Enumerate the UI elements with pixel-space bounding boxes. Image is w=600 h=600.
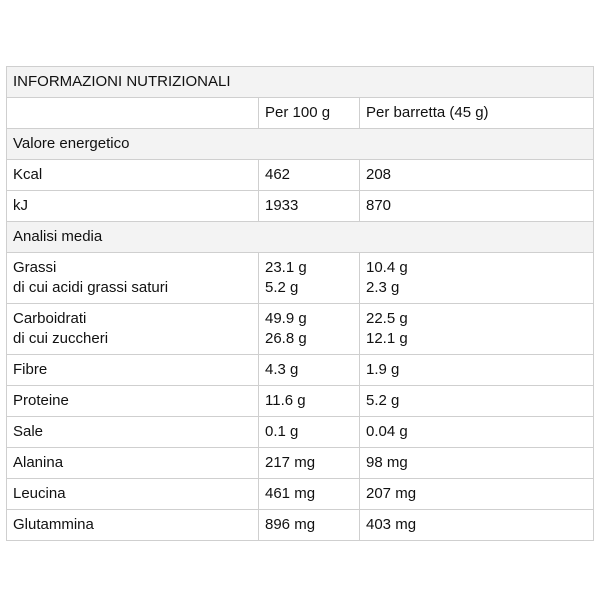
saturated-fat-per100: 5.2 g [265,279,299,296]
table-row [7,253,594,304]
alanine-label: Alanina [7,448,259,479]
protein-label: Proteine [7,386,259,417]
sugars-per100: 26.8 g [265,330,307,347]
kj-per100: 1933 [259,191,360,222]
leucine-label: Leucina [7,479,259,510]
table-title-row [7,67,594,98]
section-analysis-label: Analisi media [7,222,594,253]
header-perbar: Per barretta (45 g) [360,98,594,129]
fat-label: Grassi [13,259,57,276]
fat-per100-cell [259,253,360,304]
nutrition-table [6,66,594,541]
sugars-label: di cui zuccheri [13,330,109,347]
fibre-perbar: 1.9 g [360,355,594,386]
table-row [7,355,594,386]
glutamine-label: Glutammina [7,510,259,541]
table-row [7,160,594,191]
table-row [7,417,594,448]
leucine-per100: 461 mg [259,479,360,510]
alanine-per100: 217 mg [259,448,360,479]
section-energy-row [7,129,594,160]
table-row [7,304,594,355]
alanine-perbar: 98 mg [360,448,594,479]
salt-label: Sale [7,417,259,448]
kj-label: kJ [7,191,259,222]
protein-perbar: 5.2 g [360,386,594,417]
kcal-per100: 462 [259,160,360,191]
salt-perbar: 0.04 g [360,417,594,448]
saturated-fat-label: di cui acidi grassi saturi [13,279,169,296]
carbs-label: Carboidrati [13,310,87,327]
carbs-perbar: 22.5 g [366,310,408,327]
header-label-cell [7,98,259,129]
header-per100: Per 100 g [259,98,360,129]
table-header-row [7,98,594,129]
saturated-fat-perbar: 2.3 g [366,279,400,296]
carbs-per100-cell [259,304,360,355]
fat-label-cell [7,253,259,304]
sugars-perbar: 12.1 g [366,330,408,347]
table-title: INFORMAZIONI NUTRIZIONALI [7,67,594,98]
fibre-label: Fibre [7,355,259,386]
table-row [7,448,594,479]
kj-perbar: 870 [360,191,594,222]
salt-per100: 0.1 g [259,417,360,448]
table-row [7,191,594,222]
fat-per100: 23.1 g [265,259,307,276]
glutamine-per100: 896 mg [259,510,360,541]
leucine-perbar: 207 mg [360,479,594,510]
carbs-label-cell [7,304,259,355]
fibre-per100: 4.3 g [259,355,360,386]
kcal-label: Kcal [7,160,259,191]
fat-perbar: 10.4 g [366,259,408,276]
table-row [7,479,594,510]
table-row [7,510,594,541]
kcal-perbar: 208 [360,160,594,191]
carbs-per100: 49.9 g [265,310,307,327]
protein-per100: 11.6 g [259,386,360,417]
table-row [7,386,594,417]
section-analysis-row [7,222,594,253]
carbs-perbar-cell [360,304,594,355]
fat-perbar-cell [360,253,594,304]
section-energy-label: Valore energetico [7,129,594,160]
glutamine-perbar: 403 mg [360,510,594,541]
